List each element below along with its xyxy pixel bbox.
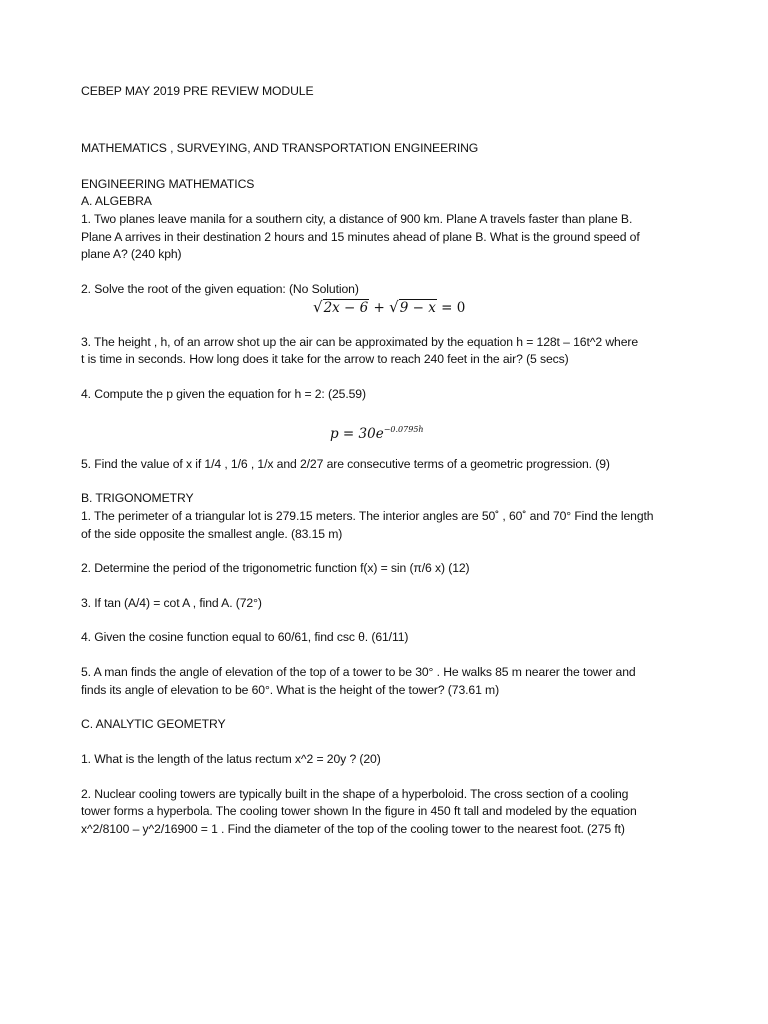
geometry-q2-line2: tower forms a hyperbola. The cooling tower shown In the figure in 450 ft tall and modeled by the equation: [81, 804, 637, 818]
algebra-q2-equation: √2x − 6 + √9 − x = 0: [313, 298, 466, 316]
trig-q1-line1: 1. The perimeter of a triangular lot is 279.15 meters. The interior angles are 50˚ , 60˚ and 70° Find the length: [81, 509, 654, 523]
subject-heading: MATHEMATICS , SURVEYING, AND TRANSPORTATION ENGINEERING: [81, 141, 479, 155]
algebra-q4-equation: [330, 421, 424, 443]
geometry-heading: C. ANALYTIC GEOMETRY: [81, 717, 226, 731]
algebra-q2: 2. Solve the root of the given equation: (No Solution): [81, 282, 359, 296]
algebra-q1-line2: Plane A arrives in their destination 2 hours and 15 minutes ahead of plane B. What is the ground speed of: [81, 230, 640, 244]
algebra-q1-line3: plane A? (240 kph): [81, 247, 182, 261]
radical-icon: √: [389, 298, 399, 316]
algebra-q5: 5. Find the value of x if 1/4 , 1/6 , 1/x and 2/27 are consecutive terms of a geometric progression. (9): [81, 457, 610, 471]
trig-q1-line2: of the side opposite the smallest angle. (83.15 m): [81, 527, 343, 541]
trig-q3: 3. If tan (A/4) = cot A , find A. (72°): [81, 596, 262, 610]
section-heading: ENGINEERING MATHEMATICS: [81, 177, 255, 191]
algebra-q3-line1: 3. The height , h, of an arrow shot up the air can be approximated by the equation h = 128t – 16t^2 where: [81, 335, 639, 349]
geometry-q1: 1. What is the length of the latus rectum x^2 = 20y ? (20): [81, 752, 381, 766]
geometry-q2-line3: x^2/8100 – y^2/16900 = 1 . Find the diameter of the top of the cooling tower to the nearest foot. (275 ft): [81, 822, 625, 836]
trig-heading: B. TRIGONOMETRY: [81, 491, 194, 505]
trig-q5-line2: finds its angle of elevation to be 60°. What is the height of the tower? (73.61 m): [81, 683, 500, 697]
trig-q2: 2. Determine the period of the trigonometric function f(x) = sin (π/6 x) (12): [81, 561, 470, 575]
module-title: CEBEP MAY 2019 PRE REVIEW MODULE: [81, 84, 314, 98]
equation-rhs: = 0: [436, 300, 466, 316]
equation-exponent: −0.0795h: [383, 425, 424, 434]
trig-q4: 4. Given the cosine function equal to 60/61, find csc θ. (61/11): [81, 630, 409, 644]
sqrt-term-2: [389, 298, 437, 317]
equation-lhs: p = 30e: [330, 426, 384, 442]
radicand-2: 9 − x: [399, 300, 436, 316]
algebra-q1-line1: 1. Two planes leave manila for a southern city, a distance of 900 km. Plane A travels faster than plane B.: [81, 212, 633, 226]
radicand-1: 2x − 6: [323, 300, 369, 316]
algebra-q3-line2: t is time in seconds. How long does it take for the arrow to reach 240 feet in the air? (5 secs): [81, 352, 569, 366]
algebra-heading: A. ALGEBRA: [81, 194, 152, 208]
trig-q5-line1: 5. A man finds the angle of elevation of the top of a tower to be 30° . He walks 85 m nearer the tower and: [81, 665, 636, 679]
geometry-q2-line1: 2. Nuclear cooling towers are typically built in the shape of a hyperboloid. The cross section of a cooling: [81, 787, 629, 801]
sqrt-term-1: [313, 298, 369, 317]
radical-icon: √: [313, 298, 323, 316]
algebra-q4: 4. Compute the p given the equation for h = 2: (25.59): [81, 387, 366, 401]
